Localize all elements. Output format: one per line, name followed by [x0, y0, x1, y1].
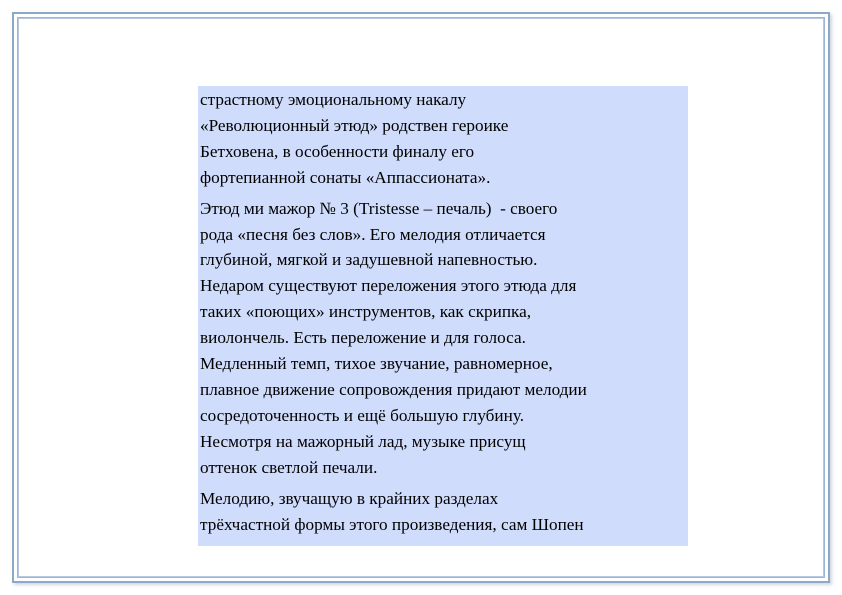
paragraph-1 [200, 87, 688, 191]
text-line: глубиной, мягкой и задушевной напевностью. [200, 250, 538, 270]
text-line: трёхчастной формы этого произведения, сам Шопен [200, 514, 584, 534]
text-line: плавное движение сопровождения придают мелодии [200, 379, 587, 399]
text-line: Медленный темп, тихое звучание, равномерное, [200, 354, 553, 374]
text-line: рода «песня без слов». Его мелодия отличается [200, 224, 546, 244]
text-line: оттенок светлой печали. [200, 457, 378, 477]
text-line: виолончель. Есть переложение и для голоса. [200, 328, 526, 348]
paragraph-2 [200, 196, 688, 481]
text-line: таких «поющих» инструментов, как скрипка, [200, 302, 532, 322]
text-line: Бетховена, в особенности финалу его [200, 141, 475, 161]
text-line: Несмотря на мажорный лад, музыке присущ [200, 431, 526, 451]
text-line: сосредоточенность и ещё большую глубину. [200, 405, 524, 425]
text-block [198, 86, 688, 546]
text-line: страстному эмоциональному накалу [200, 90, 467, 109]
text-line: фортепианной сонаты «Аппассионата». [200, 167, 491, 187]
text-line: Недаром существуют переложения этого этюда для [200, 276, 577, 296]
paragraph-3 [200, 486, 688, 538]
text-line: Этюд ми мажор № 3 (Tristesse – печаль) - своего [200, 198, 558, 218]
text-line: «Революционный этюд» родствен героике [200, 115, 509, 135]
text-line: Мелодию, звучащую в крайних разделах [200, 488, 499, 508]
